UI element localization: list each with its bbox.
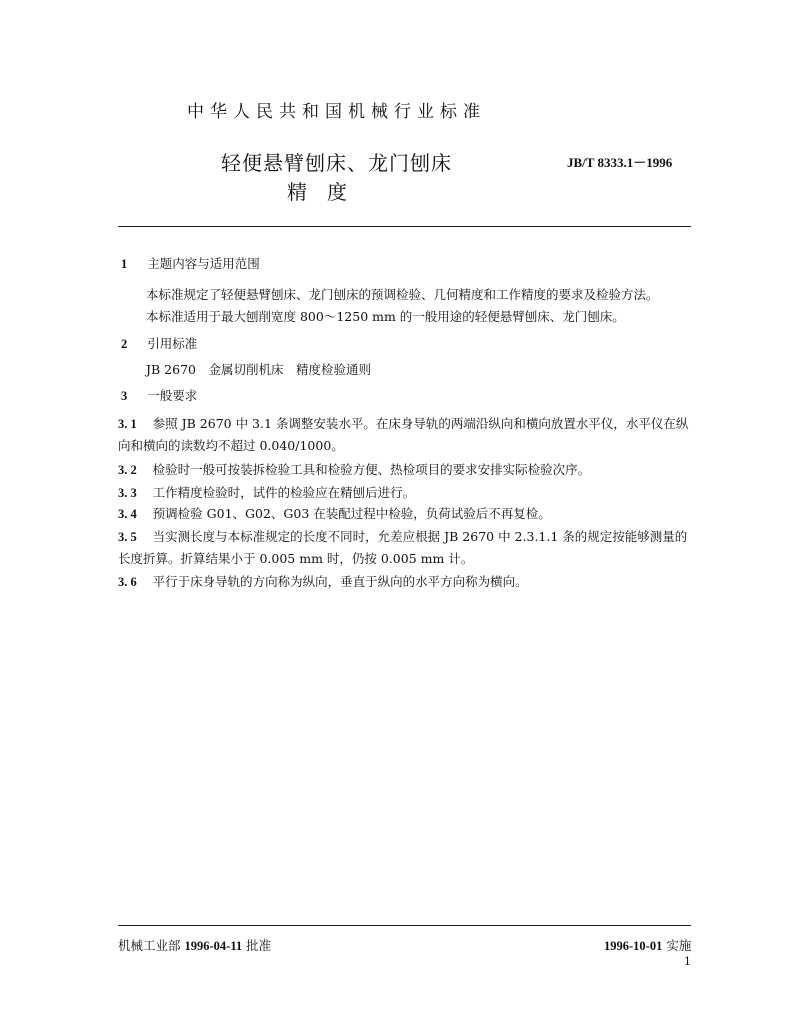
clause-text: 工作精度检验时，试件的检验应在精刨后进行。 (152, 485, 416, 500)
doc-title-line1: 轻便悬臂刨床、龙门刨床 (221, 151, 452, 175)
top-divider (118, 226, 691, 227)
section-number: 1 (121, 257, 128, 271)
section-number: 3 (121, 389, 128, 403)
section-1-heading (121, 254, 260, 272)
clause-3-4 (118, 503, 551, 525)
clause-text: 检验时一般可按装拆检验工具和检验方便、热检项目的要求安排实际检验次序。 (152, 462, 591, 477)
bottom-divider (118, 925, 691, 926)
clause-text: 预调检验 G01、G02、G03 在装配过程中检验，负荷试验后不再复检。 (152, 506, 551, 521)
approval-line (118, 936, 271, 954)
clause-number: 3. 3 (118, 486, 137, 500)
effective-line (604, 936, 691, 954)
section-title: 一般要求 (147, 388, 198, 403)
effective-date: 1996-10-01 (604, 939, 663, 953)
section-2-heading (121, 334, 197, 352)
approval-date: 1996-04-11 (184, 939, 243, 953)
paragraph: 本标准规定了轻便悬臂刨床、龙门刨床的预调检验、几何精度和工作精度的要求及检验方法。 (146, 287, 659, 302)
effective-word: 实施 (666, 938, 692, 953)
clause-3-2 (118, 459, 590, 481)
paragraph: JB 2670 金属切削机床 精度检验通则 (146, 362, 371, 377)
section-number: 2 (121, 337, 128, 351)
page-number: 1 (684, 955, 691, 968)
clause-number: 3. 1 (118, 417, 137, 431)
paragraph: 本标准适用于最大刨削宽度 800～1250 mm 的一般用途的轻便悬臂刨床、龙门刨床。 (146, 309, 625, 324)
clause-3-5 (118, 526, 691, 570)
section-title: 主题内容与适用范围 (147, 256, 260, 271)
clause-3-3 (118, 482, 415, 504)
clause-text: 当实测长度与本标准规定的长度不同时，允差应根据 JB 2670 中 2.3.1.1 条的规定按能够测量的长度折算。折算结果小于 0.005 mm 时，仍按 0.005 mm 计。 (118, 529, 688, 566)
clause-text: 参照 JB 2670 中 3.1 条调整安装水平。在床身导轨的两端沿纵向和横向放置水平仪，水平仪在纵向和横向的读数均不超过 0.040/1000。 (118, 416, 689, 453)
clause-number: 3. 6 (118, 575, 137, 589)
standard-code: JB/T 8333.1－1996 (567, 155, 673, 170)
section-title: 引用标准 (147, 336, 198, 351)
clause-number: 3. 5 (118, 530, 137, 544)
clause-number: 3. 4 (118, 507, 137, 521)
section-3-heading (121, 386, 197, 404)
clause-3-6 (118, 571, 528, 593)
issuing-body: 中华人民共和国机械行业标准 (187, 102, 486, 122)
clause-number: 3. 2 (118, 463, 137, 477)
clause-text: 平行于床身导轨的方向称为纵向，垂直于纵向的水平方向称为横向。 (152, 574, 528, 589)
approval-word: 批准 (246, 938, 272, 953)
clause-3-1 (118, 413, 691, 457)
doc-title-line2: 精 度 (287, 180, 347, 204)
approving-body: 机械工业部 (118, 938, 181, 953)
